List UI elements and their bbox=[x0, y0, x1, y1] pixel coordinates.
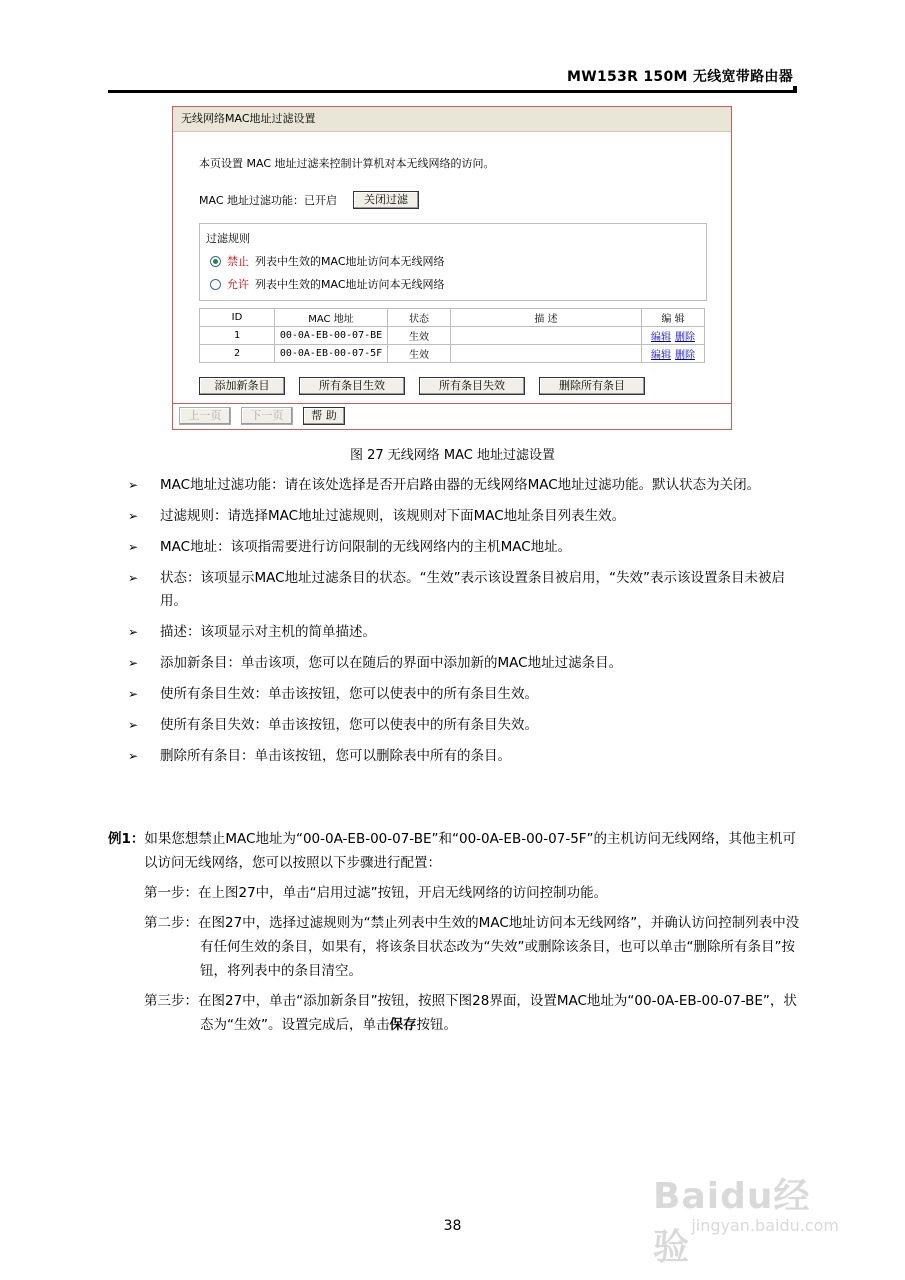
row-actions bbox=[642, 327, 705, 345]
field-descriptions bbox=[128, 474, 800, 776]
panel-intro: 本页设置 MAC 地址过滤来控制计算机对本无线网络的访问。 bbox=[199, 157, 495, 170]
pagination-bar bbox=[173, 403, 731, 428]
delete-link[interactable]: 删除 bbox=[675, 332, 695, 343]
bullet-text: 过滤规则：请选择MAC地址过滤规则，该规则对下面MAC地址条目列表生效。 bbox=[160, 508, 626, 524]
example-label: 例1： bbox=[108, 831, 145, 847]
filter-function-row bbox=[199, 191, 419, 209]
table-action-buttons bbox=[199, 377, 645, 395]
bullet-text: MAC地址过滤功能：请在该处选择是否开启路由器的无线网络MAC地址过滤功能。默认状态为关闭。 bbox=[160, 477, 761, 493]
row-id: 2 bbox=[200, 345, 275, 363]
list-item bbox=[128, 745, 800, 768]
col-id: ID bbox=[200, 309, 275, 327]
enable-all-button[interactable]: 所有条目生效 bbox=[299, 377, 405, 395]
arrow-bullet-icon: ➢ bbox=[128, 718, 139, 732]
help-button[interactable]: 帮 助 bbox=[303, 407, 345, 425]
list-item bbox=[128, 652, 800, 675]
row-desc bbox=[451, 327, 642, 345]
row-mac: 00-0A-EB-00-07-5F bbox=[275, 345, 388, 363]
list-item bbox=[128, 567, 800, 613]
mac-filter-table bbox=[199, 308, 705, 363]
arrow-bullet-icon: ➢ bbox=[128, 540, 139, 554]
list-item bbox=[128, 536, 800, 559]
rule-allow-text: 列表中生效的MAC地址访问本无线网络 bbox=[255, 278, 445, 291]
example-step-1: 第一步：在上图27中，单击“启用过滤”按钮，开启无线网络的访问控制功能。 bbox=[144, 885, 608, 901]
filter-rules-title: 过滤规则 bbox=[206, 232, 250, 245]
step3-text-end: 按钮。 bbox=[416, 1017, 457, 1033]
rule-deny-keyword: 禁止 bbox=[227, 255, 249, 268]
filter-function-label: MAC 地址过滤功能：已开启 bbox=[199, 194, 337, 207]
example-step-2: 第二步：在图27中，选择过滤规则为“禁止列表中生效的MAC地址访问本无线网络”，并确认访问控制列表中没有任何生效的条目，如果有，将该条目状态改为“失效”或删除该条目，也可以单击“删除所有条目”按钮，将列表中的条目清空。 bbox=[144, 915, 800, 979]
list-item bbox=[128, 683, 800, 706]
radio-unselected-icon[interactable] bbox=[210, 279, 221, 290]
bullet-text: 状态：该项显示MAC地址过滤条目的状态。“生效”表示该设置条目被启用，“失效”表示该设置条目未被启用。 bbox=[160, 570, 786, 609]
watermark-main: Baidu经验 bbox=[653, 1176, 811, 1268]
arrow-bullet-icon: ➢ bbox=[128, 749, 139, 763]
table-row bbox=[200, 327, 705, 345]
col-edit: 编 辑 bbox=[642, 309, 705, 327]
edit-link[interactable]: 编辑 bbox=[651, 332, 671, 343]
rule-deny-text: 列表中生效的MAC地址访问本无线网络 bbox=[255, 255, 445, 268]
row-status: 生效 bbox=[388, 327, 451, 345]
rule-allow-keyword: 允许 bbox=[227, 278, 249, 291]
delete-link[interactable]: 删除 bbox=[675, 350, 695, 361]
row-id: 1 bbox=[200, 327, 275, 345]
arrow-bullet-icon: ➢ bbox=[128, 478, 139, 492]
panel-title: 无线网络MAC地址过滤设置 bbox=[173, 107, 731, 132]
list-item bbox=[128, 505, 800, 528]
add-entry-button[interactable]: 添加新条目 bbox=[199, 377, 285, 395]
example-intro bbox=[108, 827, 800, 875]
col-status: 状态 bbox=[388, 309, 451, 327]
example-step-3 bbox=[108, 989, 800, 1037]
bullet-text: 添加新条目：单击该项，您可以在随后的界面中添加新的MAC地址过滤条目。 bbox=[160, 655, 623, 671]
next-page-button[interactable]: 下一页 bbox=[241, 407, 293, 425]
page-number: 38 bbox=[443, 1218, 462, 1234]
example-text: 如果您想禁止MAC地址为“00-0A-EB-00-07-BE”和“00-0A-EB-00-07-5F”的主机访问无线网络，其他主机可以访问无线网络，您可以按照以下步骤进行配置： bbox=[144, 831, 797, 871]
disable-all-button[interactable]: 所有条目失效 bbox=[419, 377, 525, 395]
radio-selected-icon[interactable] bbox=[210, 256, 221, 267]
bullet-text: 删除所有条目：单击该按钮，您可以删除表中所有的条目。 bbox=[160, 748, 511, 764]
edit-link[interactable]: 编辑 bbox=[651, 350, 671, 361]
bullet-text: MAC地址：该项指需要进行访问限制的无线网络内的主机MAC地址。 bbox=[160, 539, 572, 555]
filter-rules-box bbox=[199, 223, 707, 301]
delete-all-button[interactable]: 删除所有条目 bbox=[539, 377, 645, 395]
list-item bbox=[128, 621, 800, 644]
table-row bbox=[200, 345, 705, 363]
arrow-bullet-icon: ➢ bbox=[128, 571, 139, 585]
row-status: 生效 bbox=[388, 345, 451, 363]
row-actions bbox=[642, 345, 705, 363]
step3-save-keyword: 保存 bbox=[389, 1017, 417, 1033]
bullet-text: 使所有条目生效：单击该按钮，您可以使表中的所有条目生效。 bbox=[160, 686, 538, 702]
arrow-bullet-icon: ➢ bbox=[128, 625, 139, 639]
header-title: MW153R 150M 无线宽带路由器 bbox=[563, 66, 797, 86]
example-section bbox=[108, 827, 800, 1037]
arrow-bullet-icon: ➢ bbox=[128, 656, 139, 670]
bullet-text: 描述：该项显示对主机的简单描述。 bbox=[160, 624, 376, 640]
row-mac: 00-0A-EB-00-07-BE bbox=[275, 327, 388, 345]
header-rule bbox=[108, 90, 797, 93]
col-desc: 描 述 bbox=[451, 309, 642, 327]
figure-caption: 图 27 无线网络 MAC 地址过滤设置 bbox=[349, 448, 556, 463]
rule-deny-option[interactable] bbox=[210, 253, 445, 269]
disable-filter-button[interactable]: 关闭过滤 bbox=[353, 191, 419, 209]
prev-page-button[interactable]: 上一页 bbox=[179, 407, 231, 425]
list-item bbox=[128, 474, 800, 497]
col-mac: MAC 地址 bbox=[275, 309, 388, 327]
watermark-sub: jingyan.baidu.com bbox=[691, 1216, 839, 1235]
rule-allow-option[interactable] bbox=[210, 276, 445, 292]
list-item bbox=[128, 714, 800, 737]
step3-text: 第三步：在图27中，单击“添加新条目”按钮，按照下图28界面，设置MAC地址为“00-0A-EB-00-07-BE”，状态为“生效”。设置完成后，单击 bbox=[144, 993, 797, 1033]
arrow-bullet-icon: ➢ bbox=[128, 509, 139, 523]
row-desc bbox=[451, 345, 642, 363]
table-header-row bbox=[200, 309, 705, 327]
bullet-text: 使所有条目失效：单击该按钮，您可以使表中的所有条目失效。 bbox=[160, 717, 538, 733]
arrow-bullet-icon: ➢ bbox=[128, 687, 139, 701]
mac-filter-panel bbox=[172, 106, 732, 430]
